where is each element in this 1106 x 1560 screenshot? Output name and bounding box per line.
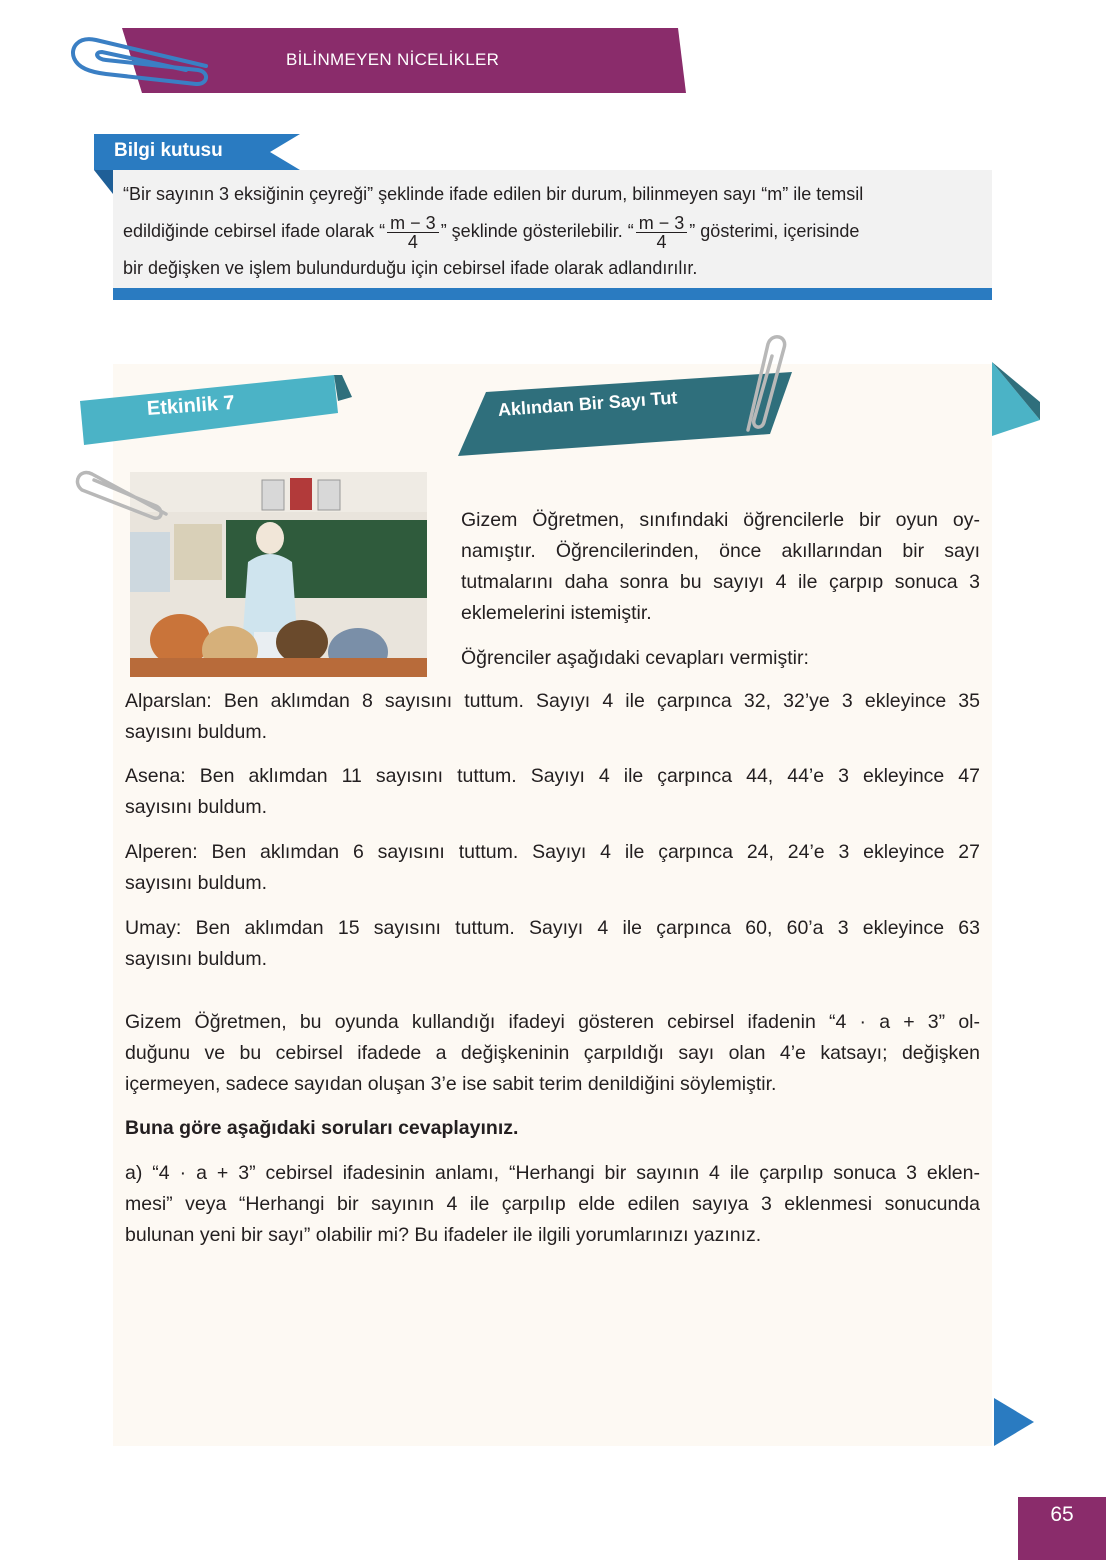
question-line: a) “4 · a + 3” cebirsel ifadesinin anlamı, “Herhangi bir sayının 4 ile çarpılıp sonuca 3 eklen- bbox=[125, 1162, 980, 1184]
info-line-1: “Bir sayının 3 eksiğinin çeyreği” şeklinde ifade edilen bir durum, bilinmeyen sayı “m” ile temsil bbox=[123, 184, 864, 204]
answer-umay bbox=[125, 913, 980, 975]
paperclip-icon bbox=[66, 26, 212, 88]
activity-title: Aklından Bir Sayı Tut bbox=[497, 387, 678, 420]
intro-line: Gizem Öğretmen, sınıfındaki öğrencilerle bir oyun oy- bbox=[461, 509, 980, 531]
info-tab-label: Bilgi kutusu bbox=[114, 140, 223, 161]
info-line-2 bbox=[123, 211, 859, 251]
paperclip-icon bbox=[732, 334, 788, 436]
classroom-photo bbox=[130, 472, 427, 677]
info-line-2-end: ” gösterimi, içerisinde bbox=[689, 221, 860, 241]
corner-triangle-icon bbox=[990, 362, 1042, 436]
fraction-numerator: m − 3 bbox=[387, 214, 439, 233]
answer-line: Umay: Ben aklımdan 15 sayısını tuttum. Sayıyı 4 ile çarpınca 60, 60’a 3 ekleyince 63 bbox=[125, 917, 980, 939]
explanation-line: içermeyen, sadece sayıdan oluşan 3’e ise sabit terim denildiğini söylemiştir. bbox=[125, 1073, 777, 1095]
answer-line: Asena: Ben aklımdan 11 sayısını tuttum. Sayıyı 4 ile çarpınca 44, 44’e 3 ekleyince 47 bbox=[125, 765, 980, 787]
answer-line: sayısını buldum. bbox=[125, 721, 267, 743]
explanation-line: Gizem Öğretmen, bu oyunda kullandığı ifadeyi gösteren cebirsel ifadenin “4 · a + 3” ol- bbox=[125, 1011, 980, 1033]
intro-line: tutmalarını daha sonra bu sayıyı 4 ile çarpıp sonuca 3 bbox=[461, 571, 980, 593]
answer-alperen bbox=[125, 837, 980, 899]
fraction-m-minus-3-over-4 bbox=[636, 214, 688, 251]
activity-tab-label: Etkinlik 7 bbox=[146, 391, 236, 420]
instruction: Buna göre aşağıdaki soruları cevaplayınız. bbox=[125, 1117, 519, 1139]
answer-line: sayısını buldum. bbox=[125, 796, 267, 818]
answers-intro: Öğrenciler aşağıdaki cevapları vermiştir: bbox=[461, 647, 809, 669]
fraction-numerator: m − 3 bbox=[636, 214, 688, 233]
page-number: 65 bbox=[1050, 1503, 1074, 1526]
info-line-2-middle: ” şeklinde gösterilebilir. “ bbox=[440, 221, 634, 241]
question-a bbox=[125, 1158, 980, 1251]
answer-line: sayısını buldum. bbox=[125, 948, 267, 970]
question-line: mesi” veya “Herhangi bir sayının 4 ile çarpılıp elde edilen sayıya 3 eklenmesi sonucunda bbox=[125, 1193, 980, 1215]
info-line-2-start: edildiğinde cebirsel ifade olarak “ bbox=[123, 221, 386, 241]
answer-line: Alparslan: Ben aklımdan 8 sayısını tuttum. Sayıyı 4 ile çarpınca 32, 32’ye 3 ekleyince 35 bbox=[125, 690, 980, 712]
explanation-line: duğunu ve bu cebirsel ifadede a değişkeninin çarpıldığı sayı olan 4’e katsayı; değişken bbox=[125, 1042, 980, 1064]
explanation-paragraph bbox=[125, 1007, 980, 1100]
answer-line: sayısını buldum. bbox=[125, 872, 267, 894]
info-box-bottom-bar bbox=[113, 288, 992, 300]
paperclip-icon bbox=[74, 466, 170, 520]
header-title: BİLİNMEYEN NİCELİKLER bbox=[286, 50, 500, 69]
answer-asena bbox=[125, 761, 980, 823]
answer-line: Alperen: Ben aklımdan 6 sayısını tuttum. Sayıyı 4 ile çarpınca 24, 24’e 3 ekleyince 27 bbox=[125, 841, 980, 863]
answer-alparslan bbox=[125, 686, 980, 748]
fraction-denominator: 4 bbox=[407, 231, 418, 252]
intro-paragraph bbox=[461, 505, 980, 629]
intro-line: eklemelerini istemiştir. bbox=[461, 602, 652, 624]
intro-line: namıştır. Öğrencilerinden, önce akıllarından bir sayı bbox=[461, 540, 980, 562]
question-line: bulunan yeni bir sayı” olabilir mi? Bu ifadeler ile ilgili yorumlarınızı yazınız. bbox=[125, 1224, 762, 1246]
next-arrow-icon bbox=[994, 1398, 1034, 1446]
fraction-denominator: 4 bbox=[656, 231, 667, 252]
info-line-3: bir değişken ve işlem bulundurduğu için cebirsel ifade olarak adlandırılır. bbox=[123, 258, 698, 278]
fraction-m-minus-3-over-4 bbox=[387, 214, 439, 251]
